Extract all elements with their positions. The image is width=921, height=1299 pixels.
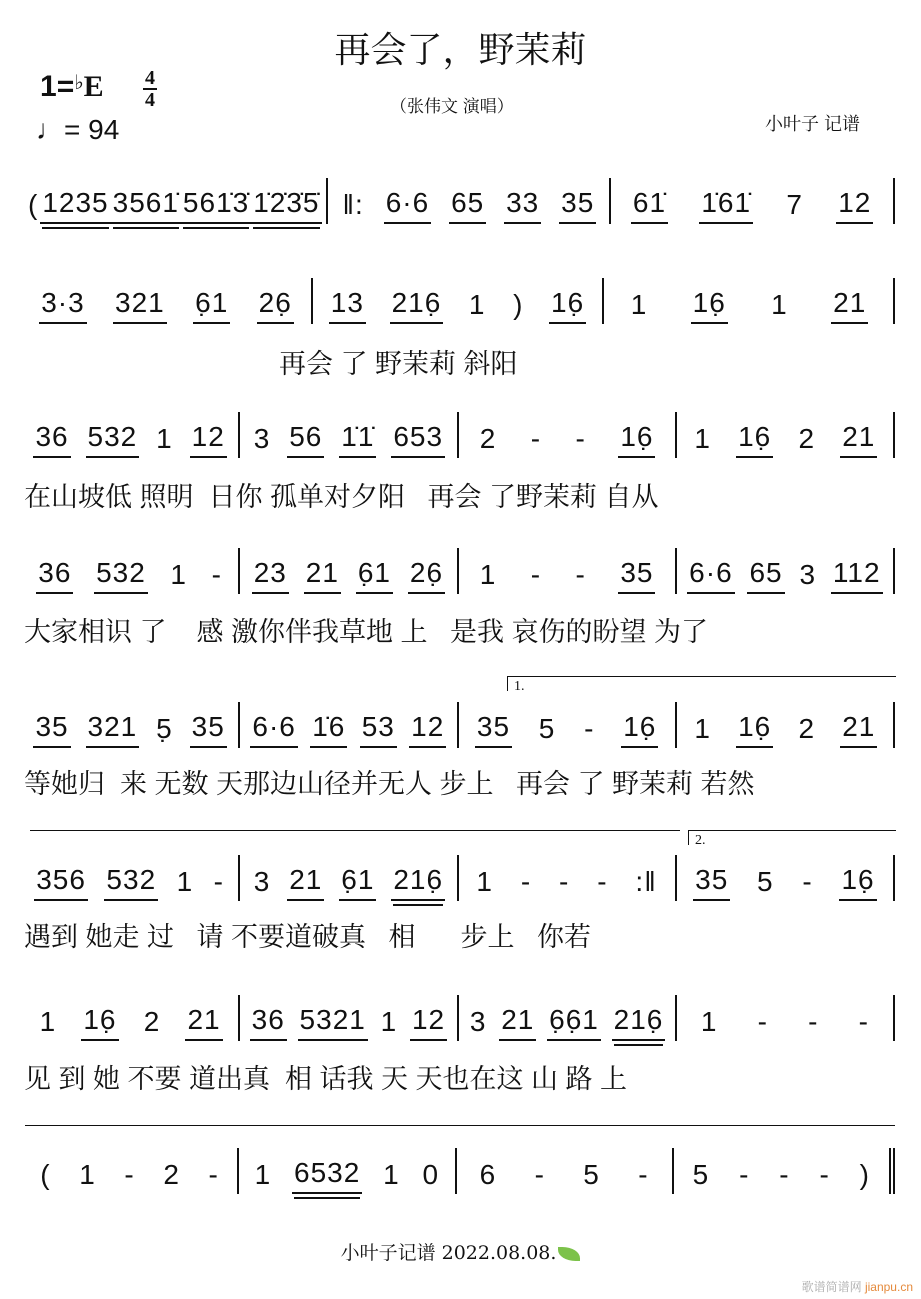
- note-group: 26̣: [408, 557, 445, 594]
- note-group: -: [575, 423, 586, 454]
- note-group: 1: [700, 1006, 718, 1037]
- note-group: -: [757, 1006, 768, 1037]
- volta-bracket: [507, 676, 896, 694]
- bracket-line: [30, 830, 680, 831]
- measure: [677, 548, 895, 594]
- note-group: 21: [831, 287, 868, 324]
- note-group: 1: [468, 289, 486, 320]
- note-group: 16̣: [618, 421, 655, 458]
- note-group: 1: [254, 1159, 272, 1190]
- note-group: 13: [329, 287, 366, 324]
- note-group: 1: [39, 1006, 57, 1037]
- quarter-note-icon: ♩: [36, 114, 64, 145]
- measure: [22, 548, 240, 594]
- note-group: 21: [840, 711, 877, 748]
- note-group: 21: [304, 557, 341, 594]
- note-group: 3·3: [39, 287, 86, 324]
- note-group: 2: [798, 423, 816, 454]
- note-group: 1: [156, 423, 173, 454]
- score-system: [22, 412, 895, 458]
- note-group: -: [124, 1159, 135, 1190]
- note-group: 6·6: [250, 711, 297, 748]
- note-group: 561̇3̇: [181, 187, 251, 224]
- note-group: -: [534, 1159, 545, 1190]
- note-group: 1: [476, 866, 493, 897]
- score-system: [22, 995, 895, 1041]
- measure: [328, 178, 612, 224]
- note-group: -: [213, 866, 224, 897]
- note-group: 1: [694, 423, 711, 454]
- score-system: [22, 702, 895, 748]
- note-group: 65: [747, 557, 784, 594]
- note-group: 6: [479, 1159, 497, 1190]
- note-group: 1: [176, 866, 194, 897]
- note-group: 2: [479, 423, 497, 454]
- measure: [677, 855, 895, 901]
- note-group: ): [513, 289, 524, 320]
- score-system: [22, 1148, 895, 1194]
- note-group: -: [597, 866, 608, 897]
- note-group: 36: [250, 1004, 287, 1041]
- note-group: 5321: [298, 1004, 368, 1041]
- watermark-cn: 歌谱简谱网: [801, 1280, 862, 1294]
- time-signature: [143, 68, 157, 110]
- note-group: 3: [253, 423, 271, 454]
- note-group: 16̣: [839, 864, 876, 901]
- note-group: 26̣: [257, 287, 294, 324]
- measure: [22, 178, 328, 224]
- flat-icon: ♭: [74, 72, 84, 94]
- note-group: 1̇1̇: [339, 421, 376, 458]
- time-top: 4: [145, 67, 155, 89]
- note-group: 1: [170, 559, 187, 590]
- note-group: 653: [391, 421, 445, 458]
- measure: [22, 855, 240, 901]
- note-group: -: [530, 559, 542, 590]
- watermark: [802, 1278, 913, 1295]
- measure: [459, 702, 677, 748]
- key-note: E: [83, 70, 104, 103]
- volta-bracket: [688, 830, 896, 848]
- measure: [611, 178, 895, 224]
- note-group: 1̇2̇3̇5̇: [251, 187, 321, 224]
- performer: （张伟文 演唱）: [390, 97, 514, 116]
- note-group: 16̣: [736, 421, 773, 458]
- note-group: -: [575, 559, 586, 590]
- note-group: 35: [475, 711, 512, 748]
- note-group: 112: [831, 557, 883, 594]
- note-group: 1: [694, 713, 711, 744]
- note-group: 6532: [292, 1157, 362, 1194]
- note-group: 35: [33, 711, 70, 748]
- note-group: 33: [504, 187, 541, 224]
- measure: [22, 278, 313, 324]
- tempo-value: = 94: [64, 114, 120, 145]
- note-group: -: [819, 1159, 830, 1190]
- note-group: 321: [86, 711, 140, 748]
- note-group: 53: [360, 711, 397, 748]
- key-signature: [40, 70, 104, 104]
- note-group: 56: [287, 421, 324, 458]
- tempo: [36, 114, 119, 146]
- note-group: 5: [583, 1159, 600, 1190]
- note-group: 5: [757, 866, 774, 897]
- note-group: -: [808, 1006, 819, 1037]
- note-group: ): [859, 1159, 870, 1190]
- measure: [22, 702, 240, 748]
- measure: [457, 1148, 674, 1194]
- footer-text: 小叶子记谱 2022.08.08.: [340, 1242, 557, 1264]
- note-group: 21: [287, 864, 324, 901]
- note-group: 1235: [40, 187, 110, 224]
- note-group: 3: [469, 1006, 487, 1037]
- note-group: 16̣: [691, 287, 728, 324]
- note-group: 321: [113, 287, 167, 324]
- note-group: 6̣1: [193, 287, 230, 324]
- note-group: 1: [380, 1006, 398, 1037]
- note-group: 3: [799, 559, 817, 590]
- note-group: 1: [630, 289, 648, 320]
- score-system: [22, 178, 895, 224]
- note-group: 16̣: [736, 711, 773, 748]
- note-group: 6̣1: [339, 864, 376, 901]
- note-group: 35: [693, 864, 730, 901]
- note-group: 2: [798, 713, 816, 744]
- measure: [459, 548, 677, 594]
- note-group: 61̇: [631, 187, 668, 224]
- note-group: ‖:: [342, 189, 364, 220]
- note-group: 35: [618, 557, 655, 594]
- measure: [22, 1148, 239, 1194]
- score-system: [22, 548, 895, 594]
- note-group: -: [530, 423, 542, 454]
- note-group: 6·6: [384, 187, 431, 224]
- bracket-line: [25, 1125, 895, 1126]
- measure: [240, 702, 458, 748]
- note-group: 12: [836, 187, 873, 224]
- note-group: 16̣: [621, 711, 658, 748]
- note-group: 356: [34, 864, 88, 901]
- measure: [240, 855, 458, 901]
- note-group: 532: [104, 864, 158, 901]
- note-group: -: [802, 866, 813, 897]
- note-group: 2: [163, 1159, 180, 1190]
- note-group: 6̣6̣1: [547, 1004, 601, 1041]
- note-group: 216̣: [390, 287, 444, 324]
- measure: [240, 412, 458, 458]
- measure: [240, 548, 458, 594]
- note-group: 1: [383, 1159, 400, 1190]
- note-group: 6·6: [687, 557, 734, 594]
- note-group: 2: [143, 1006, 161, 1037]
- lyric-line: 见 到 她 不要 道出真 相 话我 天 天也在这 山 路 上: [24, 1064, 628, 1094]
- note-group: 1: [479, 559, 497, 590]
- volta-number: 1.: [514, 679, 525, 694]
- lyric-line: 在山坡低 照明 日你 孤单对夕阳 再会 了野茉莉 自从: [24, 482, 659, 512]
- transcriber: 小叶子 记谱: [765, 114, 861, 134]
- note-group: 532: [94, 557, 148, 594]
- measure: [22, 995, 240, 1041]
- footer: [0, 1238, 921, 1265]
- note-group: 1̇6: [310, 711, 347, 748]
- note-group: (: [28, 189, 39, 220]
- measure: [459, 855, 677, 901]
- measure: [677, 412, 895, 458]
- note-group: 12: [409, 711, 446, 748]
- note-group: 12: [190, 421, 227, 458]
- lyric-line: 遇到 她走 过 请 不要道破真 相 步上 你若: [24, 922, 592, 952]
- note-group: 35: [559, 187, 596, 224]
- note-group: 16̣: [81, 1004, 118, 1041]
- measure: [313, 278, 604, 324]
- note-group: 21: [499, 1004, 536, 1041]
- watermark-en: jianpu.cn: [864, 1280, 913, 1294]
- measure: [22, 412, 240, 458]
- note-group: -: [211, 559, 222, 590]
- measure: [677, 995, 895, 1041]
- note-group: 23: [252, 557, 289, 594]
- measure: [677, 702, 895, 748]
- note-group: 12: [410, 1004, 447, 1041]
- note-group: 5: [538, 713, 556, 744]
- lyric-line: 再会 了 野茉莉 斜阳: [24, 349, 518, 379]
- note-group: 1: [79, 1159, 96, 1190]
- measure: [240, 995, 458, 1041]
- note-group: 5: [692, 1159, 710, 1190]
- note-group: 6̣1: [356, 557, 393, 594]
- measure: [459, 412, 677, 458]
- key-eq: =: [56, 70, 75, 103]
- time-bottom: 4: [145, 89, 155, 111]
- note-group: -: [779, 1159, 790, 1190]
- note-group: -: [739, 1159, 750, 1190]
- note-group: 16̣: [549, 287, 586, 324]
- note-group: 3: [253, 866, 271, 897]
- note-group: 36: [33, 421, 70, 458]
- key-one: 1: [40, 70, 57, 103]
- note-group: 65: [449, 187, 486, 224]
- note-group: 21: [185, 1004, 222, 1041]
- note-group: 532: [86, 421, 140, 458]
- lyric-line: 等她归 来 无数 天那边山径并无人 步上 再会 了 野茉莉 若然: [24, 769, 755, 799]
- note-group: 1: [771, 289, 788, 320]
- lyric-line: 大家相识 了 感 激你伴我草地 上 是我 哀伤的盼望 为了: [24, 617, 709, 647]
- note-group: 36: [36, 557, 73, 594]
- note-group: 35: [190, 711, 227, 748]
- measure: [459, 995, 677, 1041]
- note-group: 216̣: [612, 1004, 666, 1041]
- note-group: -: [584, 713, 595, 744]
- note-group: 3561̇: [111, 187, 181, 224]
- note-group: 216̣: [391, 864, 445, 901]
- note-group: (: [40, 1159, 51, 1190]
- leaf-icon: [558, 1247, 580, 1261]
- note-group: 5̣: [156, 713, 173, 744]
- note-group: 7: [786, 189, 803, 220]
- note-group: -: [559, 866, 570, 897]
- note-group: 1̇61̇: [699, 187, 753, 224]
- note-group: -: [520, 866, 532, 897]
- score-system: [22, 278, 895, 324]
- measure: [674, 1148, 895, 1194]
- note-group: 0: [422, 1159, 440, 1190]
- measure: [604, 278, 895, 324]
- note-group: 21: [840, 421, 877, 458]
- score-system: [22, 855, 895, 901]
- note-group: -: [858, 1006, 869, 1037]
- note-group: -: [638, 1159, 649, 1190]
- measure: [239, 1148, 456, 1194]
- volta-number: 2.: [695, 833, 706, 848]
- note-group: -: [208, 1159, 219, 1190]
- song-title: 再会了，野茉莉: [334, 29, 587, 70]
- note-group: :‖: [635, 866, 657, 897]
